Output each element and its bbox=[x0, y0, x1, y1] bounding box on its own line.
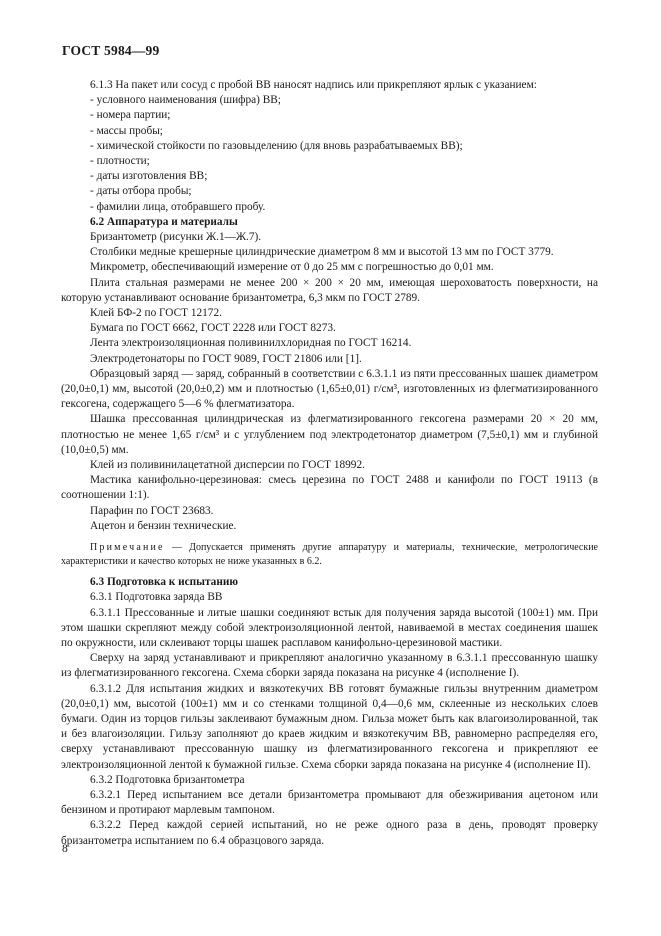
paragraph-text: Шашка прессованная цилиндрическая из флегматизированного гексогена размерами 20 × 20 мм, плотностью не менее 1,65 г/см³ и с углублением под электродетонатор диаметром (7,5±0,1) мм и глубиной (10,0±0,5) мм. bbox=[61, 413, 598, 456]
paragraph: Парафин по ГОСТ 23683. bbox=[90, 504, 214, 517]
note-block bbox=[61, 541, 598, 568]
paragraph-text: 6.3.2.1 Перед испытанием все детали бризантометра промывают для обезжиривания ацетоном или бензином и протирают марлевым тампоном. bbox=[61, 788, 598, 817]
section-6-3-heading: 6.3 Подготовка к испытанию bbox=[90, 576, 238, 589]
note-label: Примечание bbox=[90, 542, 165, 554]
paragraph: Электродетонаторы по ГОСТ 9089, ГОСТ 21806 или [1]. bbox=[90, 352, 362, 365]
list-item: - массы пробы; bbox=[90, 124, 163, 137]
paragraph-6-3-1-2 bbox=[61, 682, 598, 773]
paragraph-text: 6.3.2.2 Перед каждой серией испытаний, но не реже одного раза в день, проводят проверку бризантометра испытанием по 6.4 образцового заряда. bbox=[61, 819, 598, 847]
list-item: - даты изготовления ВВ; bbox=[90, 170, 208, 183]
paragraph-text: 6.3.1.1 Прессованные и литые шашки соединяют встык для получения заряда высотой (100±1) мм. При этом шашки скрепляют между собой электроизоляционной лентой, навиваемой в местах соединения шашек по окружности, или склеивают торцы шашек расплавом канифольно-церезиновой мастики. bbox=[61, 606, 598, 649]
paragraph-6-3-2-2 bbox=[61, 818, 598, 848]
document-body bbox=[61, 78, 598, 849]
subsection-6-3-2: 6.3.2 Подготовка бризантометра bbox=[90, 773, 245, 786]
note-text: — Допускается применять другие аппаратуру и материалы, технические, метрологические характеристики и качество которых не ниже указанных в 6.2. bbox=[61, 542, 598, 567]
subsection-6-3-1: 6.3.1 Подготовка заряда ВВ bbox=[90, 591, 223, 604]
paragraph-top-shashka bbox=[61, 651, 598, 681]
page-number: 8 bbox=[62, 843, 68, 855]
paragraph: Клей БФ-2 по ГОСТ 12172. bbox=[90, 307, 222, 320]
paragraph: Бризантометр (рисунки Ж.1—Ж.7). bbox=[90, 231, 262, 244]
paragraph-sample-charge bbox=[61, 367, 598, 413]
paragraph: Столбики медные крешерные цилиндрические диаметром 8 мм и высотой 13 мм по ГОСТ 3779. bbox=[90, 246, 554, 259]
paragraph-text: Плита стальная размерами не менее 200 × 200 × 20 мм, имеющая шероховатость поверхности, на которую устанавливают основание бризантометра, 6,3 мкм по ГОСТ 2789. bbox=[61, 276, 598, 304]
paragraph-text: Сверху на заряд устанавливают и прикрепляют аналогично указанному в 6.3.1.1 прессованную шашку из флегматизированного гексогена. Схема сборки заряда показана на рисунке 4 (исполнение I). bbox=[61, 652, 598, 680]
paragraph: Ацетон и бензин технические. bbox=[90, 519, 237, 532]
paragraph-text: 6.3.1.2 Для испытания жидких и вязкотекучих ВВ готовят бумажные гильзы внутренним диаметром (20,0±0,1) мм, высотой (100±1) мм и со стенками толщиной 0,4—0,6 мм, склеенные из нескольких слоев бумаги. Один из торцов гильзы заклеивают бумажным дном. Гильза может быть как влагоизолированной, так и без влагоизоляции. Гильзу заполняют до краев жидким и вязкотекучим ВВ, равномерно распределяя его, сверху устанавливают прессованную шашку из флегматизированного гексогена и прикрепляют ее электроизоляционной лентой к бумажной гильзе. Схема сборки заряда показана на рисунке 4 (исполнение II). bbox=[61, 682, 598, 771]
paragraph-plate bbox=[61, 276, 598, 306]
list-item: - даты отбора пробы; bbox=[90, 185, 192, 198]
paragraph-6-3-2-1 bbox=[61, 788, 598, 818]
paragraph-6-3-1-1 bbox=[61, 606, 598, 652]
list-item: - номера партии; bbox=[90, 109, 171, 122]
paragraph: Бумага по ГОСТ 6662, ГОСТ 2228 или ГОСТ 8273. bbox=[90, 322, 336, 335]
paragraph: Клей из поливинилацетатной дисперсии по ГОСТ 18992. bbox=[90, 459, 365, 472]
paragraph-mastic bbox=[61, 473, 598, 503]
paragraph: Микрометр, обеспечивающий измерение от 0 до 25 мм с погрешностью до 0,01 мм. bbox=[90, 261, 494, 274]
paragraph-shashka bbox=[61, 412, 598, 458]
section-6-1-3-intro: 6.1.3 На пакет или сосуд с пробой ВВ наносят надпись или прикрепляют ярлык с указанием: bbox=[90, 79, 537, 91]
paragraph: Лента электроизоляционная поливинилхлоридная по ГОСТ 16214. bbox=[90, 337, 412, 350]
section-6-2-heading: 6.2 Аппаратура и материалы bbox=[90, 215, 238, 228]
label-items-list bbox=[90, 93, 598, 215]
list-item: - условного наименования (шифра) ВВ; bbox=[90, 94, 281, 107]
paragraph-text: Мастика канифольно-церезиновая: смесь церезина по ГОСТ 2488 и канифоли по ГОСТ 19113 (в соотношении 1:1). bbox=[61, 474, 598, 502]
list-item: - фамилии лица, отобравшего пробу. bbox=[90, 200, 266, 213]
paragraph-text: Образцовый заряд — заряд, собранный в соответствии с 6.3.1.1 из пяти прессованных шашек диаметром (20,0±0,1) мм, высотой (20,0±0,2) мм и плотностью (1,65±0,01) г/см³, изготовленных из флегматизированного гексогена, содержащего 5—6 % флегматизатора. bbox=[61, 367, 598, 411]
list-item: - химической стойкости по газовыделению (для вновь разрабатываемых ВВ); bbox=[90, 139, 463, 152]
page-header: ГОСТ 5984—99 bbox=[62, 43, 160, 58]
list-item: - плотности; bbox=[90, 155, 150, 168]
